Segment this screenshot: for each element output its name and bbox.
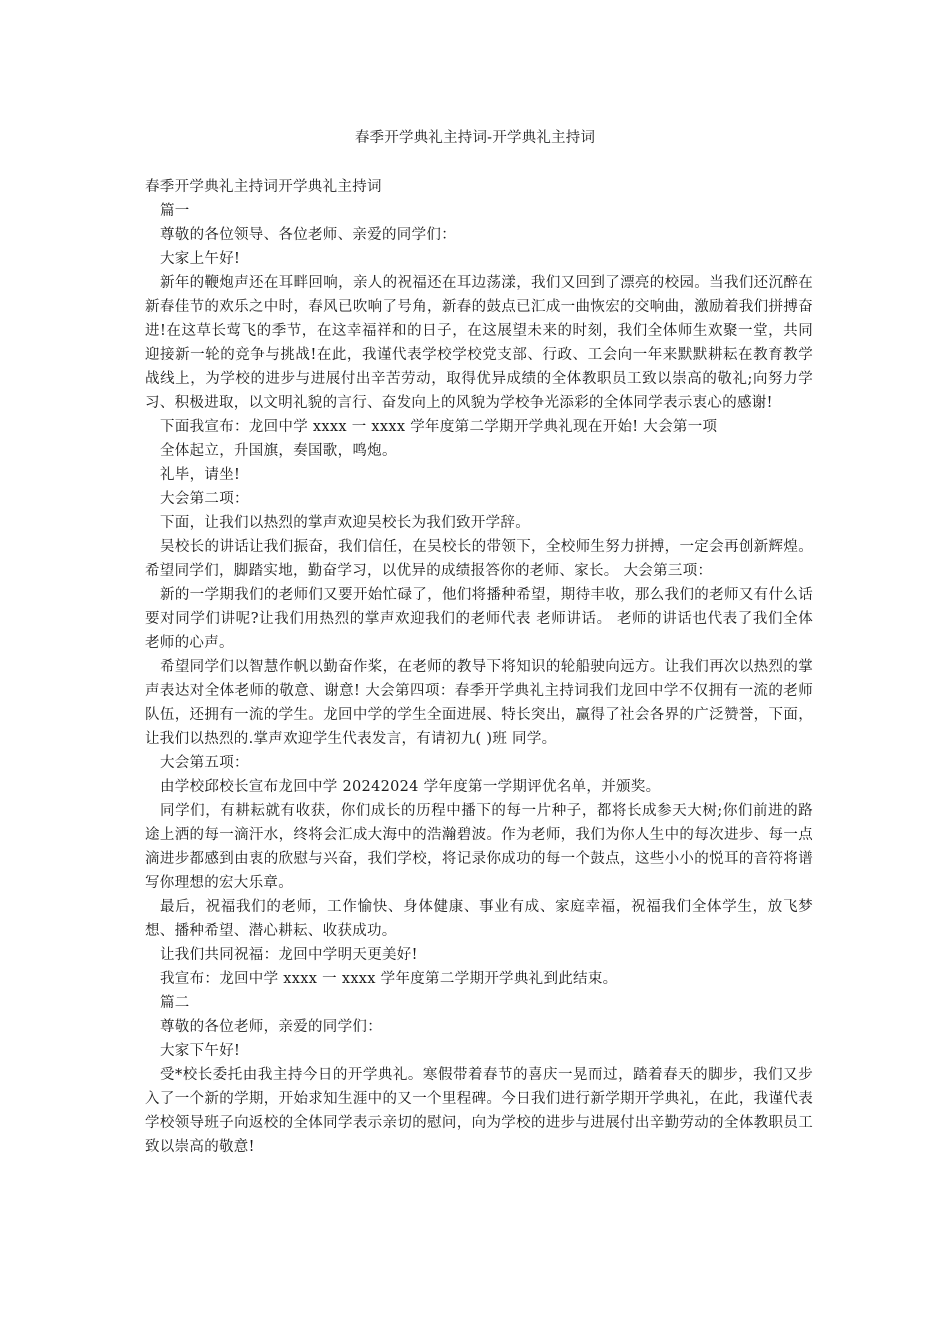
paragraph: 我宣布：龙回中学 xxxx 一 xxxx 学年度第二学期开学典礼到此结束。 xyxy=(160,971,618,987)
paragraph: 吴校长的讲话让我们振奋，我们信任，在吴校长的带领下，全校师生努力拼搏，一定会再创新辉煌。希望同学们，脚踏实地，勤奋学习，以优异的成绩报答你的老师、家长。 大会第三项： xyxy=(145,539,813,579)
paragraph: 礼毕，请坐! xyxy=(160,467,241,483)
agenda-item-label: 大会第五项： xyxy=(160,755,249,771)
paragraph: 全体起立，升国旗，奏国歌，鸣炮。 xyxy=(160,443,397,459)
paragraph: 让我们共同祝福：龙回中学明天更美好! xyxy=(160,947,418,963)
salutation: 尊敬的各位领导、各位老师、亲爱的同学们： xyxy=(160,227,456,243)
paragraph: 新年的鞭炮声还在耳畔回响，亲人的祝福还在耳边荡漾，我们又回到了漂亮的校园。当我们还沉醉在新春佳节的欢乐之中时，春风已吹响了号角，新春的鼓点已汇成一曲恢宏的交响曲，激励着我们拼搏奋进!在这草长莺飞的季节，在这幸福祥和的日子，在这展望未来的时刻，我们全体师生欢聚一堂，共同迎接新一轮的竞争与挑战!在此，我谨代表学校学校党支部、行政、工会向一年来默默耕耘在教育教学战线上，为学校的进步与进展付出辛苦劳动，取得优异成绩的全体教职员工致以崇高的敬礼;向努力学习、积极进取，以文明礼貌的言行、奋发向上的风貌为学校争光添彩的全体同学表示衷心的感谢! xyxy=(145,275,813,411)
paragraph: 受*校长委托由我主持今日的开学典礼。寒假带着春节的喜庆一晃而过，踏着春天的脚步，我们又步入了一个新的学期，开始求知生涯中的又一个里程碑。今日我们进行新学期开学典礼，在此，我谨代表学校领导班子向返校的全体同学表示亲切的慰问，向为学校的进步与进展付出辛勤劳动的全体教职员工致以崇高的敬意! xyxy=(145,1067,813,1155)
paragraph: 由学校邱校长宣布龙回中学 20242024 学年度第一学期评优名单，并颁奖。 xyxy=(160,779,661,795)
greeting: 大家上午好! xyxy=(160,251,241,267)
body-heading: 春季开学典礼主持词开学典礼主持词 xyxy=(145,179,382,195)
paragraph: 新的一学期我们的老师们又要开始忙碌了，他们将播种希望，期待丰收，那么我们的老师又有什么话要对同学们讲呢?让我们用热烈的掌声欢迎我们的老师代表 老师讲话。 老师的讲话也代表了我们全体老师的心声。 xyxy=(145,587,813,651)
greeting: 大家下午好! xyxy=(160,1043,241,1059)
document-body xyxy=(145,175,813,1159)
document-title: 春季开学典礼主持词-开学典礼主持词 xyxy=(354,130,596,146)
section-label-part-one: 篇一 xyxy=(160,203,190,219)
salutation: 尊敬的各位老师，亲爱的同学们： xyxy=(160,1019,382,1035)
paragraph: 下面，让我们以热烈的掌声欢迎吴校长为我们致开学辞。 xyxy=(160,515,530,531)
paragraph: 同学们，有耕耘就有收获，你们成长的历程中播下的每一片种子，都将长成参天大树;你们前进的路途上洒的每一滴汗水，终将会汇成大海中的浩瀚碧波。作为老师，我们为你人生中的每次进步、每一点滴进步都感到由衷的欣慰与兴奋，我们学校，将记录你成功的每一个鼓点，这些小小的悦耳的音符将谱写你理想的宏大乐章。 xyxy=(145,803,813,891)
paragraph: 希望同学们以智慧作帆以勤奋作桨，在老师的教导下将知识的轮船驶向远方。让我们再次以热烈的掌声表达对全体老师的敬意、谢意! 大会第四项：春季开学典礼主持词我们龙回中学不仅拥有一流的老师队伍，还拥有一流的学生。龙回中学的学生全面进展、特长突出，赢得了社会各界的广泛赞誉，下面，让我们以热烈的.掌声欢迎学生代表发言，有请初九( )班 同学。 xyxy=(145,659,813,747)
paragraph: 最后，祝福我们的老师，工作愉快、身体健康、事业有成、家庭幸福，祝福我们全体学生，放飞梦想、播种希望、潜心耕耘、收获成功。 xyxy=(145,899,813,939)
agenda-item-label: 大会第二项： xyxy=(160,491,249,507)
section-label-part-two: 篇二 xyxy=(160,995,190,1011)
paragraph: 下面我宣布：龙回中学 xxxx 一 xxxx 学年度第二学期开学典礼现在开始! 大会第一项 xyxy=(160,419,718,435)
